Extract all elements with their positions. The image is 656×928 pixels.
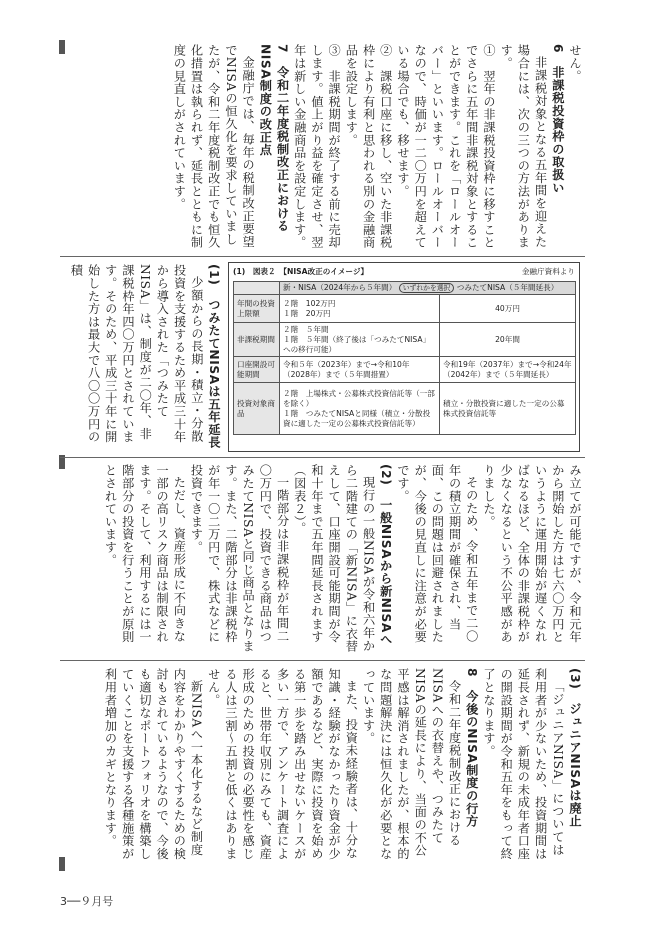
- margin-mark-top: [59, 40, 65, 54]
- heading-section-7: 7 令和二年度税制改正におけるNISA制度の改正点: [258, 44, 290, 233]
- table-header-cell: [280, 282, 576, 295]
- row-divider: [60, 256, 585, 257]
- figure-header: [233, 266, 575, 278]
- row-divider: [60, 660, 585, 661]
- section-7-2-text: [70, 464, 583, 654]
- figure-label: (1): [233, 267, 246, 276]
- heading-section-6: 6 非課税投資枠の取扱い: [550, 44, 565, 194]
- cell-tsumitate: 令和19年（2037年）まで→令和24年（2042年）まで（５年間延長）: [440, 357, 576, 383]
- paragraph: 「ジュニアNISA」については利用者が少ないため、投資期間は延長されず、新規の未成年者口座の開設期間が令和五年をもって終了となります。: [481, 668, 565, 860]
- row-divider: [60, 457, 585, 458]
- cell-general: ２階 102万円 １階 20万円: [280, 295, 440, 323]
- paragraph: ③ 非課税期間が終了する前に売却します。値上がり益を確定させ、翌年は新しい金融商品を設定します。: [292, 44, 342, 249]
- page-footer: 3──９月号: [60, 895, 114, 908]
- nisa-table: [233, 281, 576, 435]
- paragraph: 非課税対象となる五年間を迎えた場合には、次の三つの方法があります。: [499, 44, 548, 249]
- table-row: [234, 323, 576, 357]
- table-row: [234, 357, 576, 383]
- cell-general: ２階 ５年間 １階 ５年間（終了後は「つみたてNISA」への移行可能）: [280, 323, 440, 357]
- section-8-text: [70, 668, 583, 868]
- paragraph: そのため、令和五年まで二〇年の積立期間が確保され、当面、この問題は回避されましたが、今後の見直しに注意が必要です。: [395, 464, 479, 644]
- heading-section-8: 8 今後のNISA制度の行方: [464, 668, 479, 828]
- heading-subsection-2: (2) 一般NISAから新NISAへ: [378, 464, 393, 646]
- figure-title-text: 図表２ 【NISA改正のイメージ】: [252, 267, 369, 276]
- table-row: [234, 295, 576, 323]
- figure-nisa-reform: [228, 262, 580, 452]
- paragraph: 令和二年度税制改正におけるNISAへの衣替えや、つみたてNISAの延長により、当面の不公平感は解消されましたが、根本的な問題解決には恒久化が必要となっています。: [361, 668, 462, 860]
- paragraph: 現行の一般NISAが令和六年から二階建ての「新NISA」に衣替えして、口座開設可能期間が令和十年まで五年間延長されます（図表２）。: [292, 464, 376, 653]
- row-label: 投資対象商品: [234, 383, 280, 435]
- paragraph: 一階部分は非課税枠が年間二〇万円で、投資できる商品はつみたてNISAと同じ商品となります。また、二階部分は非課税枠が年一〇二万円で、株式などに投資できます。: [189, 464, 290, 653]
- cell-general: ２階 上場株式・公募株式投資信託等（一部を除く） １階 つみたてNISAと同様（積立・分散投資に適した一定の公募株式投資信託等）: [280, 383, 440, 435]
- header-tsumitate: つみたてNISA（５年間延長）: [456, 283, 559, 292]
- cell-tsumitate: 積立・分散投資に適した一定の公募株式投資信託等: [440, 383, 576, 435]
- row-label: 年間の投資上限額: [234, 295, 280, 323]
- row-label: 口座開設可能期間: [234, 357, 280, 383]
- cell-tsumitate: 20年間: [440, 323, 576, 357]
- paragraph: 金融庁では、毎年の税制改正要望でNISAの恒久化を要求していましたが、令和二年度税制改正でも恒久化措置は執られず、延長とともに制度の見直しがされています。: [172, 44, 256, 249]
- paragraph: 新NISAへ一本化するなど制度内容をわかりやすくするための検討もされているようなので、今後も適切なポートフォリオを構築していくことを支援する各種施策が利用者増加のカギとなります。: [103, 668, 204, 860]
- table-row: [234, 383, 576, 435]
- paragraph: 少額からの長期・積立・分散投資を支援するため平成三十年から導入された「つみたてNISA」は、制度が二〇年、非課税枠年四〇万円とされています。そのため、平成三十年に開始した方は最大で八〇〇万円の積: [69, 264, 204, 444]
- figure-source: 金融庁資料より: [521, 267, 575, 276]
- cell-tsumitate: 40万円: [440, 295, 576, 323]
- header-select-badge: いずれかを選択: [399, 283, 455, 293]
- paragraph: せん。: [568, 44, 582, 83]
- row-label: 非課税期間: [234, 323, 280, 357]
- figure-title: [233, 266, 368, 277]
- section-7-1-text: [70, 264, 222, 449]
- paragraph: ② 課税口座に移し、空いた非課税枠により有利と思われる別の金融商品を設定します。: [344, 44, 393, 249]
- heading-subsection-1: (1) つみたてNISAは五年延長: [207, 264, 221, 449]
- paragraph: ① 翌年の非課税投資枠に移すことでさらに五年間非課税対象とすることができます。これを「ロールオーバー」といいます。ロールオーバーなので、時価が一二〇万円を超えている場合でも、移せます。: [395, 44, 496, 249]
- header-general: 新・NISA（2024年から５年間）: [283, 283, 397, 292]
- cell-general: 令和５年（2023年）まで→令和10年（2028年）まで（５年間措置）: [280, 357, 440, 383]
- paragraph: み立てが可能ですが、令和元年から開始した方は七六〇万円というように運用開始が遅くなればなるほど、全体の非課税枠が少なくなるという不公平感がありました。: [481, 464, 582, 644]
- table-header-row: [234, 282, 576, 295]
- paragraph: ただし、資産形成に不向きな一部の高リスク商品は制限されます。そして、利用するには一階部分の投資を行うことが原則とされています。: [103, 464, 187, 644]
- paragraph: また、投資未経験者は、十分な知識・経験がなかったり資金が少額であるなど、実際に投資を始める第一歩を踏み出せないケースが多い一方で、アンケート調査によると、世帯年収別にみても、資産形成のための投資の必要性を感じる人は三割〜五割と低くはありません。: [206, 668, 359, 860]
- table-corner: [234, 282, 280, 295]
- heading-subsection-3: (3) ジュニアNISAは廃止: [568, 668, 582, 828]
- section-6-7-text: [70, 44, 583, 249]
- margin-mark-bottom: [59, 857, 65, 871]
